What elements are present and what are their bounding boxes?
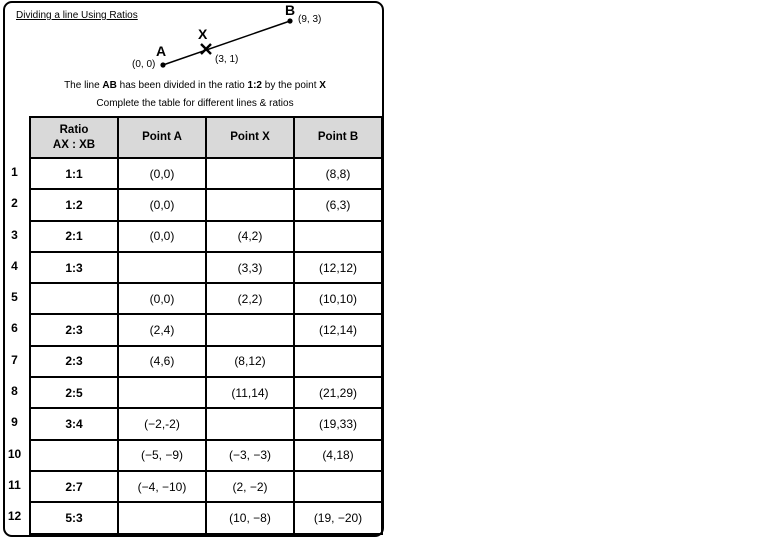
cell-ratio[interactable]: 1:1 xyxy=(30,158,118,189)
row-number: 2 xyxy=(11,196,18,211)
cell-point-x[interactable]: (8,12) xyxy=(206,346,294,377)
instruction-line-1: The line AB has been divided in the ratio 1:2 by the point X xyxy=(64,80,326,91)
cell-point-x[interactable] xyxy=(206,314,294,345)
row-number: 7 xyxy=(11,352,18,367)
cell-point-b[interactable]: (6,3) xyxy=(294,189,382,220)
cell-ratio[interactable] xyxy=(30,283,118,314)
cell-ratio[interactable] xyxy=(30,440,118,471)
cell-point-b[interactable]: (10,10) xyxy=(294,283,382,314)
row-number: 6 xyxy=(11,321,18,336)
cell-point-b[interactable]: (19, −20) xyxy=(294,502,382,533)
row-number: 1 xyxy=(11,165,18,179)
cell-ratio[interactable]: 2:3 xyxy=(30,346,118,377)
cell-point-a[interactable] xyxy=(118,377,206,408)
cell-point-b[interactable]: (4,18) xyxy=(294,440,382,471)
cell-point-b[interactable]: (8,8) xyxy=(294,158,382,189)
table-header-row xyxy=(30,117,382,158)
row-number: 9 xyxy=(11,415,18,430)
cell-point-x[interactable]: (10, −8) xyxy=(206,502,294,533)
row-number: 5 xyxy=(11,290,18,305)
row-number: 8 xyxy=(11,384,18,399)
cell-point-a[interactable] xyxy=(118,502,206,533)
point-a-dot xyxy=(160,62,165,67)
cell-ratio[interactable]: 3:4 xyxy=(30,408,118,439)
point-x-coord: (3, 1) xyxy=(215,54,239,65)
row-numbers xyxy=(0,157,29,533)
cell-point-b[interactable]: (21,29) xyxy=(294,377,382,408)
header-point-a: Point A xyxy=(118,117,206,158)
point-x-label: X xyxy=(198,26,208,42)
point-a-label: A xyxy=(156,43,167,59)
cell-ratio[interactable]: 2:3 xyxy=(30,314,118,345)
cell-point-a[interactable]: (−4, −10) xyxy=(118,471,206,502)
table-row xyxy=(30,377,382,408)
row-number: 12 xyxy=(7,509,22,524)
row-number: 3 xyxy=(11,227,18,242)
cell-point-b[interactable] xyxy=(294,346,382,377)
cell-point-x[interactable]: (−3, −3) xyxy=(206,440,294,471)
table-row xyxy=(30,189,382,220)
point-a-coord: (0, 0) xyxy=(132,59,156,70)
cell-point-a[interactable]: (0,0) xyxy=(118,158,206,189)
cell-point-a[interactable]: (4,6) xyxy=(118,346,206,377)
cell-point-x[interactable]: (4,2) xyxy=(206,221,294,252)
cell-point-x[interactable] xyxy=(206,158,294,189)
cell-point-x[interactable]: (3,3) xyxy=(206,252,294,283)
header-ratio: Ratio AX : XB xyxy=(30,117,118,158)
cell-point-b[interactable]: (12,12) xyxy=(294,252,382,283)
worksheet-title: Dividing a line Using Ratios xyxy=(16,10,138,21)
cell-ratio[interactable]: 1:2 xyxy=(30,189,118,220)
cell-ratio[interactable]: 5:3 xyxy=(30,502,118,533)
cell-ratio[interactable]: 2:7 xyxy=(30,471,118,502)
cell-point-x[interactable] xyxy=(206,408,294,439)
row-number: 11 xyxy=(8,477,21,492)
table-row xyxy=(30,408,382,439)
cell-point-x[interactable]: (2,2) xyxy=(206,283,294,314)
cell-point-b[interactable] xyxy=(294,221,382,252)
cell-point-a[interactable]: (0,0) xyxy=(118,189,206,220)
cell-ratio[interactable]: 2:5 xyxy=(30,377,118,408)
cell-point-a[interactable]: (−2,-2) xyxy=(118,408,206,439)
table-row xyxy=(30,221,382,252)
row-number: 10 xyxy=(7,446,22,461)
cell-point-b[interactable]: (19,33) xyxy=(294,408,382,439)
cell-point-x[interactable] xyxy=(206,189,294,220)
cell-point-a[interactable] xyxy=(118,252,206,283)
cell-point-x[interactable]: (11,14) xyxy=(206,377,294,408)
point-b-dot xyxy=(287,18,292,23)
instruction-line-2: Complete the table for different lines & ratios xyxy=(96,98,294,109)
cell-point-x[interactable]: (2, −2) xyxy=(206,471,294,502)
table-row xyxy=(30,158,382,189)
header-point-x: Point X xyxy=(206,117,294,158)
header-point-b: Point B xyxy=(294,117,382,158)
cell-point-b[interactable] xyxy=(294,471,382,502)
table-row xyxy=(30,283,382,314)
table-row xyxy=(30,314,382,345)
table-row xyxy=(30,471,382,502)
cell-ratio[interactable]: 1:3 xyxy=(30,252,118,283)
point-b-coord: (9, 3) xyxy=(298,14,322,25)
point-b-label: B xyxy=(285,2,296,18)
cell-ratio[interactable]: 2:1 xyxy=(30,221,118,252)
table-row xyxy=(30,252,382,283)
cell-point-b[interactable]: (12,14) xyxy=(294,314,382,345)
table-row xyxy=(30,502,382,533)
row-number: 4 xyxy=(11,258,18,273)
table-row xyxy=(30,346,382,377)
ratio-table xyxy=(29,116,383,535)
cell-point-a[interactable]: (0,0) xyxy=(118,221,206,252)
table-row xyxy=(30,440,382,471)
cell-point-a[interactable]: (0,0) xyxy=(118,283,206,314)
cell-point-a[interactable]: (−5, −9) xyxy=(118,440,206,471)
cell-point-a[interactable]: (2,4) xyxy=(118,314,206,345)
